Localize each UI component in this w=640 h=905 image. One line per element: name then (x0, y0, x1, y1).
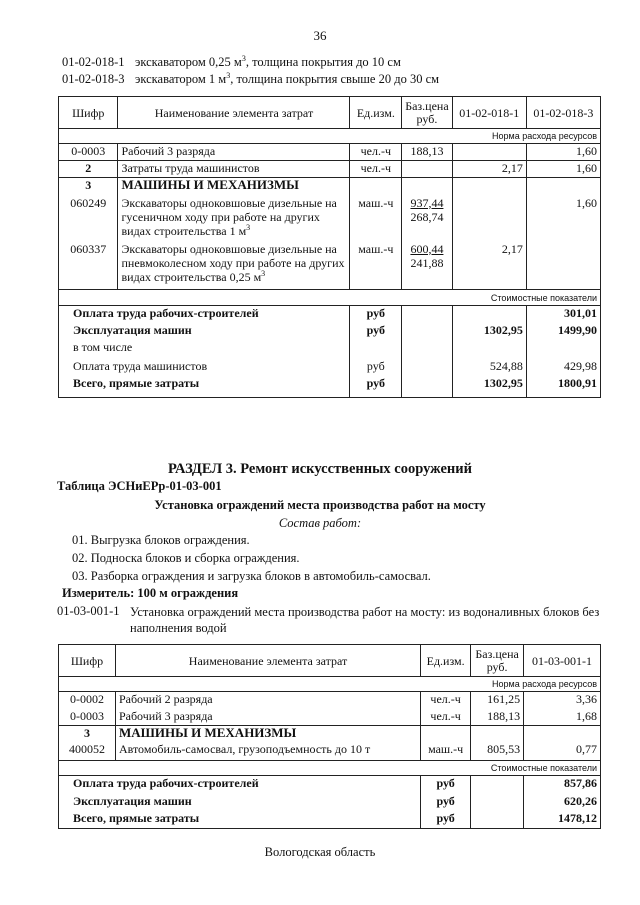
row-name: Затраты труда машинистов (118, 161, 350, 178)
cost-norm-2: 429,98 (526, 359, 600, 376)
norm-label: Норма расхода ресурсов (59, 129, 601, 144)
cost-price (471, 776, 524, 794)
table-row (59, 242, 601, 290)
row-name-text: Экскаваторы одноковшовые дизельные на пневмоколесном ходу при работе на других видах строительства 0,25 м (121, 241, 345, 284)
cost-price (402, 359, 452, 376)
header-line-code: 01-02-018-3 (62, 72, 125, 86)
table-row (59, 196, 601, 242)
row-code: 3 (59, 178, 118, 196)
norm-label-row (59, 129, 601, 144)
position-code: 01-03-001-1 (57, 604, 120, 618)
cost-price (402, 376, 452, 398)
table-row (59, 161, 601, 178)
row-norm-1: 2,17 (452, 161, 526, 178)
row-unit: маш.-ч (350, 242, 402, 290)
row-price: 188,13 (402, 144, 452, 161)
cost-row (59, 776, 601, 794)
header-line-sup: 3 (226, 70, 231, 80)
row-norm-2: 1,60 (526, 144, 600, 161)
col-norm-2-header: 01-02-018-3 (526, 97, 600, 129)
cost-name: Оплата труда рабочих-строителей (59, 306, 350, 323)
col-name-header: Наименование элемента затрат (115, 645, 420, 677)
row-price (402, 242, 452, 290)
cost-unit: руб (350, 323, 402, 340)
row-name: Автомобиль-самосвал, грузоподъемность до 10 т (115, 742, 420, 761)
table-row (59, 144, 601, 161)
cost-norm-1: 1478,12 (524, 811, 601, 829)
cost-unit: руб (350, 376, 402, 398)
header-line-text: экскаватором 0,25 м (135, 55, 242, 69)
row-norm-1 (524, 726, 601, 742)
table-row (59, 692, 601, 709)
cost-norm-1: 857,86 (524, 776, 601, 794)
table-row (59, 742, 601, 761)
col-norm-1-header: 01-03-001-1 (524, 645, 601, 677)
cost-name: Эксплуатация машин (59, 323, 350, 340)
row-code: 0-0002 (59, 692, 116, 709)
row-name-sup: 3 (261, 268, 266, 278)
row-code: 060337 (59, 242, 118, 290)
cost-norm-1: 620,26 (524, 794, 601, 811)
norm-label: Норма расхода ресурсов (59, 677, 601, 692)
work-item: 03. Разборка ограждения и загрузка блоков в автомобиль-самосвал. (72, 569, 431, 583)
row-norm-1 (452, 178, 526, 196)
row-unit: чел.-ч (350, 144, 402, 161)
resource-table-1 (58, 96, 601, 398)
header-line-text: экскаватором 1 м (135, 72, 227, 86)
cost-norm-2 (526, 340, 600, 359)
cost-row (59, 340, 601, 359)
header-line-text-after: , толщина покрытия до 10 см (245, 55, 401, 69)
row-price: 161,25 (471, 692, 524, 709)
row-name: МАШИНЫ И МЕХАНИЗМЫ (118, 178, 350, 196)
header-line-text-after: , толщина покрытия свыше 20 до 30 см (230, 72, 440, 86)
row-price (402, 196, 452, 242)
row-norm-1: 2,17 (452, 242, 526, 290)
row-norm-2: 1,60 (526, 196, 600, 242)
cost-unit: руб (421, 811, 471, 829)
cost-name: Эксплуатация машин (59, 794, 421, 811)
row-code: 060249 (59, 196, 118, 242)
row-norm-1: 0,77 (524, 742, 601, 761)
row-norm-1 (452, 196, 526, 242)
col-norm-1-header: 01-02-018-1 (452, 97, 526, 129)
resource-table-2 (58, 644, 601, 829)
col-name-header: Наименование элемента затрат (118, 97, 350, 129)
row-name (118, 242, 350, 290)
footer-region: Вологодская область (264, 845, 376, 859)
row-unit: чел.-ч (421, 709, 471, 726)
cost-unit (350, 340, 402, 359)
col-unit-header: Ед.изм. (421, 645, 471, 677)
cost-norm-1: 524,88 (452, 359, 526, 376)
row-code: 0-0003 (59, 709, 116, 726)
row-price (402, 161, 452, 178)
cost-label-row (59, 290, 601, 306)
page-number: 36 (313, 28, 327, 43)
row-name: Рабочий 3 разряда (118, 144, 350, 161)
row-code: 0-0003 (59, 144, 118, 161)
cost-norm-1 (452, 306, 526, 323)
cost-norm-2: 1800,91 (526, 376, 600, 398)
work-item: 02. Подноска блоков и сборка ограждения. (72, 551, 300, 565)
header-line-sup: 3 (241, 53, 246, 63)
cost-norm-1 (452, 340, 526, 359)
cost-row (59, 811, 601, 829)
row-norm-2: 1,60 (526, 161, 600, 178)
header-line-code: 01-02-018-1 (62, 55, 125, 69)
row-name-sup: 3 (246, 222, 251, 232)
cost-norm-2: 301,01 (526, 306, 600, 323)
cost-label: Стоимостные показатели (59, 761, 601, 776)
cost-row (59, 359, 601, 376)
col-code-header: Шифр (59, 97, 118, 129)
table-row (59, 178, 601, 196)
row-unit (350, 178, 402, 196)
position-description (57, 604, 617, 636)
cost-name: Всего, прямые затраты (59, 376, 350, 398)
cost-norm-1: 1302,95 (452, 376, 526, 398)
row-price-2: 241,88 (410, 255, 444, 270)
cost-price (402, 306, 452, 323)
row-unit: маш.-ч (421, 742, 471, 761)
row-name (118, 196, 350, 242)
row-norm-2 (526, 178, 600, 196)
norm-label-row (59, 677, 601, 692)
row-name: Рабочий 3 разряда (115, 709, 420, 726)
col-code-header: Шифр (59, 645, 116, 677)
row-code: 2 (59, 161, 118, 178)
header-line-1 (62, 55, 401, 70)
table-id: Таблица ЭСНиЕРр-01-03-001 (57, 479, 222, 493)
row-norm-1: 1,68 (524, 709, 601, 726)
row-price (471, 726, 524, 742)
row-price (402, 178, 452, 196)
table-row (59, 709, 601, 726)
row-unit: чел.-ч (421, 692, 471, 709)
row-code: 3 (59, 726, 116, 742)
row-name-text: Экскаваторы одноковшовые дизельные на гусеничном ходу при работе на других видах строительства 1 м (121, 195, 337, 238)
cost-norm-2: 1499,90 (526, 323, 600, 340)
row-name: Рабочий 2 разряда (115, 692, 420, 709)
row-norm-1 (452, 144, 526, 161)
section-title: РАЗДЕЛ 3. Ремонт искусственных сооружений (167, 461, 472, 477)
row-unit: чел.-ч (350, 161, 402, 178)
cost-norm-1: 1302,95 (452, 323, 526, 340)
position-text: Установка ограждений места производства работ на мосту: из водоналивных блоков без наполнения водой (130, 605, 600, 635)
table-subtitle: Установка ограждений места производства работ на мосту (154, 498, 486, 512)
header-line-2 (62, 72, 439, 87)
cost-row (59, 323, 601, 340)
cost-row (59, 794, 601, 811)
row-name: МАШИНЫ И МЕХАНИЗМЫ (115, 726, 420, 742)
row-code: 400052 (59, 742, 116, 761)
cost-unit: руб (421, 794, 471, 811)
row-norm-2 (526, 242, 600, 290)
table-header-row (59, 97, 601, 129)
cost-name: Оплата труда рабочих-строителей (59, 776, 421, 794)
cost-unit: руб (350, 359, 402, 376)
cost-label-row (59, 761, 601, 776)
row-price-2: 268,74 (410, 209, 444, 224)
cost-row (59, 376, 601, 398)
work-composition-label: Состав работ: (278, 516, 362, 530)
table-row (59, 726, 601, 742)
work-item: 01. Выгрузка блоков ограждения. (72, 533, 250, 547)
cost-unit: руб (350, 306, 402, 323)
cost-price (471, 794, 524, 811)
row-unit (421, 726, 471, 742)
cost-name: в том числе (59, 340, 350, 359)
col-price-header: Баз.цена руб. (402, 97, 452, 129)
row-price-1: 937,44 (410, 195, 444, 210)
row-price-1: 600,44 (410, 241, 444, 256)
cost-name: Всего, прямые затраты (59, 811, 421, 829)
col-unit-header: Ед.изм. (350, 97, 402, 129)
cost-price (402, 340, 452, 359)
cost-row (59, 306, 601, 323)
cost-label: Стоимостные показатели (59, 290, 601, 306)
row-norm-1: 3,36 (524, 692, 601, 709)
cost-price (471, 811, 524, 829)
cost-unit: руб (421, 776, 471, 794)
table-header-row (59, 645, 601, 677)
row-price: 188,13 (471, 709, 524, 726)
col-price-header: Баз.цена руб. (471, 645, 524, 677)
row-price: 805,53 (471, 742, 524, 761)
row-unit: маш.-ч (350, 196, 402, 242)
cost-name: Оплата труда машинистов (59, 359, 350, 376)
cost-price (402, 323, 452, 340)
measure-unit: Измеритель: 100 м ограждения (62, 586, 239, 600)
